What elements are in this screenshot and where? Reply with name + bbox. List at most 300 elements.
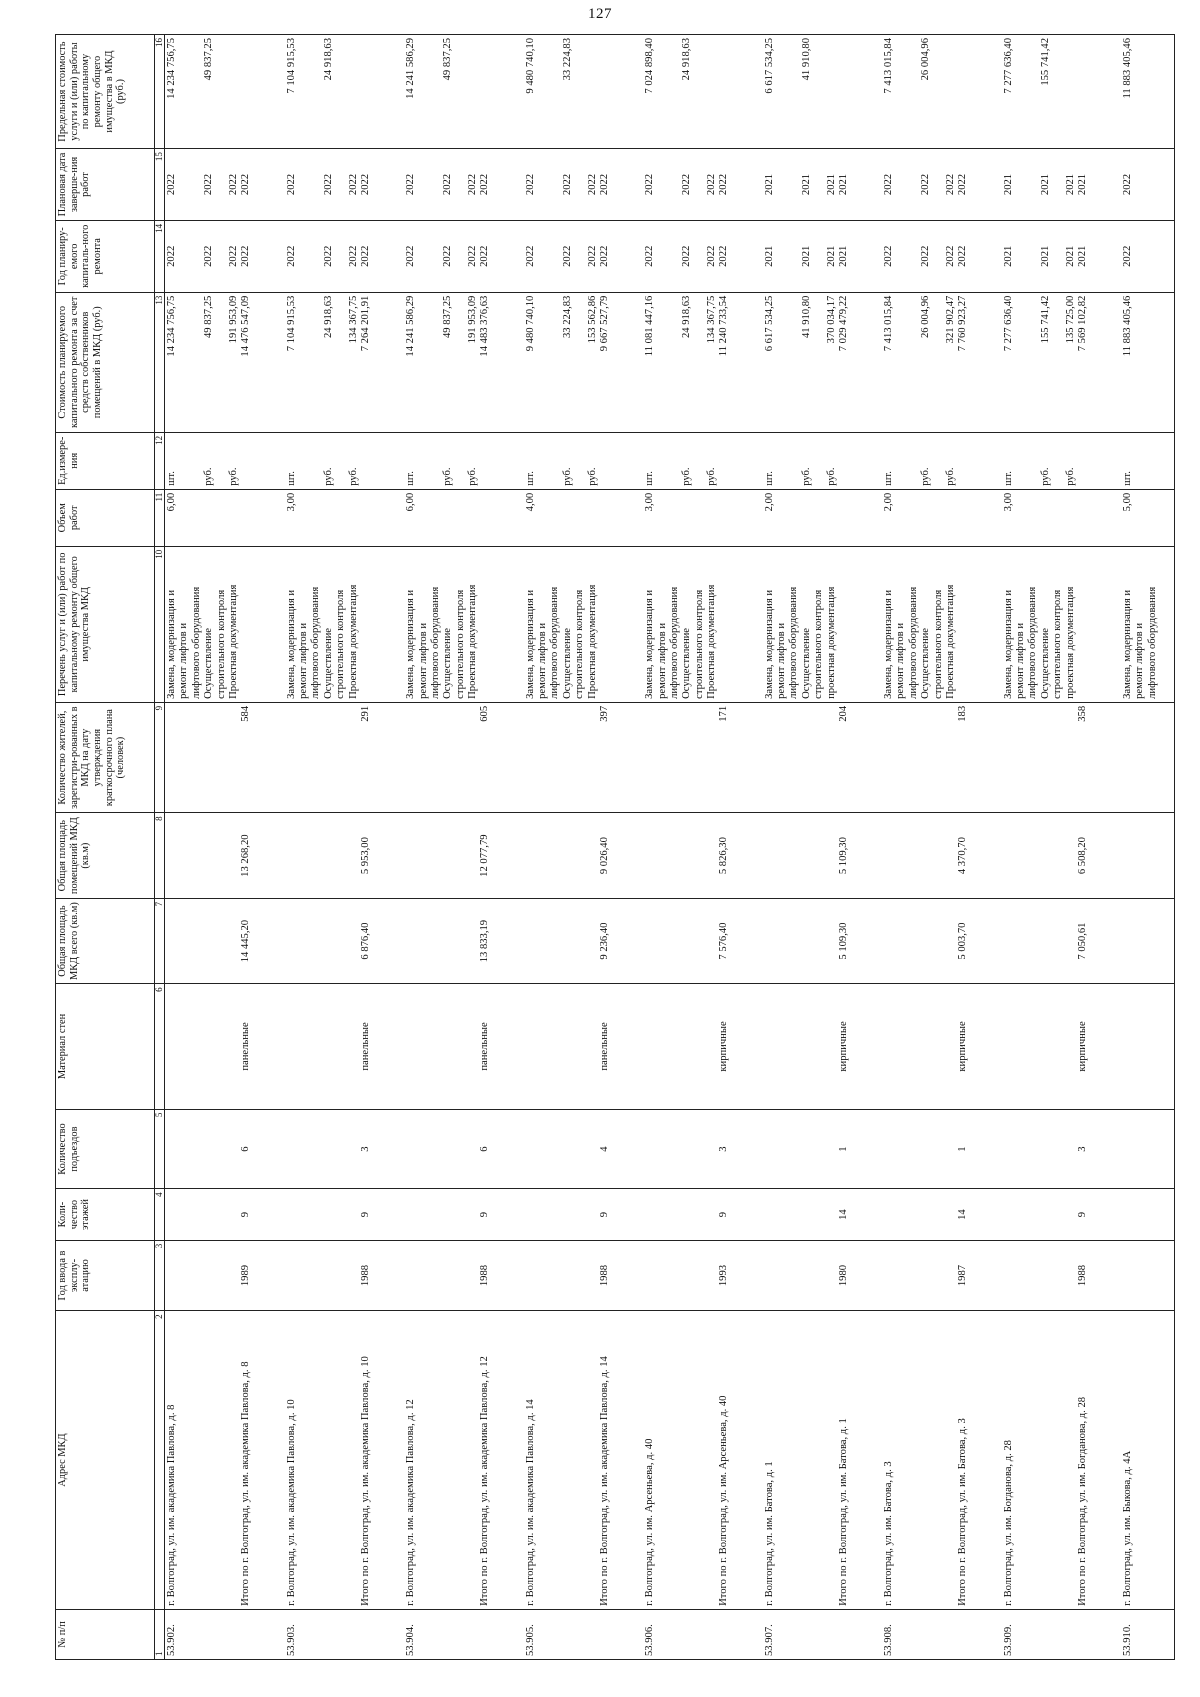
cell-works (1121, 546, 1174, 702)
cost: 14 234 756,75 (166, 295, 177, 357)
area-total: 9 236,40 (598, 922, 610, 960)
cell-floors (285, 1189, 404, 1240)
cell-limit-cost (882, 35, 1001, 149)
header-residents: Количество жителей, зарегистри-рованных в МКД на дату утверждения краткосрочного плана (человек) (56, 702, 155, 813)
header-entrances: Количество подъездов (56, 1109, 155, 1189)
cell-volume (882, 489, 1001, 546)
work-item: Осуществление (203, 628, 215, 699)
residents: 204 (837, 705, 849, 722)
header-completion-date: Плановая дата заверше-ния работ (56, 149, 155, 221)
cell-repair-year (882, 220, 1001, 292)
area-premises: 5 953,00 (360, 837, 371, 875)
residents: 183 (957, 705, 969, 722)
unit: руб. (945, 467, 957, 486)
limit-cost: 14 241 586,29 (405, 38, 417, 99)
completion-date-total: 2022 (479, 173, 491, 196)
cell-volume (165, 489, 285, 546)
table-body (165, 35, 1175, 1660)
cell-works (165, 546, 285, 702)
cost: 11 081 447,16 (644, 295, 656, 357)
unit: руб. (1064, 467, 1076, 486)
area-premises: 5 826,30 (718, 837, 730, 875)
work-item: строительного контроля (215, 589, 227, 699)
cell-volume (285, 489, 404, 546)
cell-unit (1121, 432, 1174, 489)
area-premises: 12 077,79 (479, 834, 491, 877)
completion-date: 2022 (945, 173, 957, 196)
total-label: Итого по г. Волгоград, ул. им. академика Павлова, д. 8 (240, 1361, 252, 1606)
completion-date: 2022 (166, 173, 177, 196)
cell-area-total (524, 898, 643, 983)
cell-cost (524, 292, 643, 432)
work-item: Осуществление (920, 628, 932, 699)
cell-walls (1002, 984, 1121, 1109)
cell-limit-cost (763, 35, 882, 149)
cell-limit-cost (165, 35, 285, 149)
cell-volume (643, 489, 762, 546)
cell-walls (643, 984, 762, 1109)
repair-year: 2021 (800, 245, 812, 267)
cell-year-built (1121, 1240, 1174, 1311)
walls: кирпичные (718, 1021, 730, 1072)
col-number: 7 (155, 898, 165, 983)
cell-floors (524, 1189, 643, 1240)
cell-walls (285, 984, 404, 1109)
completion-date: 2022 (920, 173, 932, 196)
cell-walls (404, 984, 523, 1109)
unit: шт. (405, 471, 417, 486)
row-number: 53.906. (644, 1624, 656, 1656)
area-premises: 5 109,30 (837, 837, 849, 875)
work-item: лифтового оборудования (1027, 586, 1039, 699)
unit: руб. (920, 467, 932, 486)
floors: 9 (479, 1211, 491, 1218)
limit-cost: 7 413 015,84 (883, 38, 895, 94)
repair-year: 2021 (1002, 245, 1014, 267)
cell-area-premises (524, 813, 643, 898)
cell-unit (524, 432, 643, 489)
table-row (763, 35, 882, 1660)
entrances: 6 (479, 1146, 491, 1152)
cell-area-total (882, 898, 1001, 983)
col-number: 1 (155, 1609, 165, 1659)
work-item: строительного контроля (813, 589, 825, 699)
cell-limit-cost (1002, 35, 1121, 149)
cell-number (763, 1609, 882, 1659)
cell-cost (643, 292, 762, 432)
cell-area-total (643, 898, 762, 983)
cost: 26 004,96 (920, 295, 932, 339)
cost: 321 902,47 (945, 295, 957, 344)
cell-volume (524, 489, 643, 546)
cell-completion-date (524, 149, 643, 221)
repair-year-total: 2022 (360, 245, 371, 267)
cell-limit-cost (524, 35, 643, 149)
cell-area-premises (882, 813, 1001, 898)
cell-cost (165, 292, 285, 432)
address: г. Волгоград, ул. им. Арсеньева, д. 40 (644, 1438, 656, 1606)
unit: руб. (825, 467, 837, 486)
cell-area-premises (285, 813, 404, 898)
area-premises: 4 370,70 (957, 837, 969, 875)
cost-total: 9 667 527,79 (598, 295, 610, 352)
limit-cost: 26 004,96 (920, 38, 932, 81)
repair-year: 2022 (405, 245, 417, 267)
area-total: 6 876,40 (360, 922, 371, 960)
limit-cost: 14 234 756,75 (166, 38, 177, 99)
cost-total: 11 240 733,54 (718, 295, 730, 357)
cell-number (1121, 1609, 1174, 1659)
cell-residents (882, 702, 1001, 813)
cell-number (1002, 1609, 1121, 1659)
cell-residents (1002, 702, 1121, 813)
volume: 2,00 (883, 492, 895, 512)
unit: шт. (1002, 471, 1014, 486)
unit: шт. (763, 471, 775, 486)
cell-year-built (1002, 1240, 1121, 1311)
walls: кирпичные (1076, 1021, 1088, 1072)
unit: руб. (227, 467, 239, 486)
address: г. Волгоград, ул. им. академика Павлова, д. 10 (285, 1399, 297, 1606)
cost: 6 617 534,25 (763, 295, 775, 352)
cell-entrances (524, 1109, 643, 1189)
cell-floors (882, 1189, 1001, 1240)
repair-year: 2022 (945, 245, 957, 267)
col-number: 13 (155, 292, 165, 432)
cell-address (165, 1311, 285, 1610)
cell-address (763, 1311, 882, 1610)
unit: шт. (883, 471, 895, 486)
volume: 5,00 (1122, 492, 1134, 512)
cost: 7 104 915,53 (285, 295, 297, 352)
year-built: 1987 (957, 1264, 969, 1287)
table-row (524, 35, 643, 1660)
cell-repair-year (285, 220, 404, 292)
cell-area-total (165, 898, 285, 983)
walls: панельные (598, 1022, 610, 1071)
work-item: Замена, модернизация и (1002, 589, 1014, 699)
year-built: 1988 (479, 1264, 491, 1287)
area-premises: 9 026,40 (598, 837, 610, 875)
work-item: Осуществление (1039, 628, 1051, 699)
work-item: Замена, модернизация и (1122, 589, 1134, 699)
area-premises (1122, 816, 1134, 894)
completion-date: 2022 (442, 173, 454, 196)
work-item: Замена, модернизация и (285, 589, 297, 699)
cost: 49 837,25 (203, 295, 215, 339)
header-address: Адрес МКД (56, 1311, 155, 1610)
header-walls: Материал стен (56, 984, 155, 1109)
year-built: 1988 (1076, 1264, 1088, 1287)
cell-year-built (882, 1240, 1001, 1311)
volume: 6,00 (405, 492, 417, 512)
work-item: Замена, модернизация и (166, 589, 177, 699)
completion-date: 2021 (763, 173, 775, 196)
cell-walls (1121, 984, 1174, 1109)
cell-entrances (285, 1109, 404, 1189)
work-item: строительного контроля (693, 589, 705, 699)
repair-year: 2022 (883, 245, 895, 267)
table-row (165, 35, 285, 1660)
cell-area-premises (763, 813, 882, 898)
cost: 41 910,80 (800, 295, 812, 339)
unit: руб. (442, 467, 454, 486)
col-number: 12 (155, 432, 165, 489)
cell-works (524, 546, 643, 702)
cell-unit (763, 432, 882, 489)
address: г. Волгоград, ул. им. Батова, д. 1 (763, 1461, 775, 1606)
residents: 605 (479, 705, 491, 722)
limit-cost: 7 024 898,40 (644, 38, 656, 94)
limit-cost: 24 918,63 (322, 38, 334, 81)
cell-number (524, 1609, 643, 1659)
entrances: 6 (240, 1146, 252, 1152)
repair-year: 2022 (524, 245, 536, 267)
work-item: Осуществление (322, 628, 334, 699)
repair-year: 2021 (1064, 245, 1076, 267)
cost-total: 7 029 479,22 (837, 295, 849, 352)
cell-floors (1002, 1189, 1121, 1240)
cell-number (165, 1609, 285, 1659)
cell-completion-date (763, 149, 882, 221)
volume: 2,00 (763, 492, 775, 512)
unit: руб. (561, 467, 573, 486)
year-built: 1993 (718, 1264, 730, 1287)
volume: 3,00 (285, 492, 297, 512)
cell-area-total (404, 898, 523, 983)
limit-cost: 49 837,25 (203, 38, 215, 81)
col-number: 16 (155, 35, 165, 149)
cell-floors (763, 1189, 882, 1240)
column-number-row (155, 35, 165, 1660)
cell-address (1121, 1311, 1174, 1610)
completion-date: 2022 (681, 173, 693, 196)
cost: 7 277 636,40 (1002, 295, 1014, 352)
cost: 191 953,09 (227, 295, 239, 344)
work-item: Замена, модернизация и (763, 589, 775, 699)
cell-residents (643, 702, 762, 813)
limit-cost: 49 837,25 (442, 38, 454, 81)
cell-entrances (1002, 1109, 1121, 1189)
cell-unit (285, 432, 404, 489)
walls: кирпичные (957, 1021, 969, 1072)
work-item: строительного контроля (932, 589, 944, 699)
work-item: ремонт лифтов и (895, 623, 907, 699)
unit: руб. (800, 467, 812, 486)
residents (1122, 706, 1134, 810)
col-number: 4 (155, 1189, 165, 1240)
repair-year-total: 2021 (1076, 245, 1088, 267)
cell-floors (165, 1189, 285, 1240)
header-units: Ед.измере-ния (56, 432, 155, 489)
unit: руб. (467, 467, 479, 486)
cell-area-total (1121, 898, 1174, 983)
header-area-premises: Общая площадь помещений МКД (кв.м) (56, 813, 155, 898)
repair-year: 2022 (442, 245, 454, 267)
cell-repair-year (643, 220, 762, 292)
table-row (882, 35, 1001, 1660)
table-row (285, 35, 404, 1660)
cell-works (1002, 546, 1121, 702)
cell-unit (643, 432, 762, 489)
header-works: Перечень услуг и (или) работ по капитальному ремонту общего имущества МКД (56, 546, 155, 702)
work-item: Замена, модернизация и (644, 589, 656, 699)
cost-total: 14 483 376,63 (479, 295, 491, 357)
work-item: Осуществление (442, 628, 454, 699)
floors: 9 (598, 1211, 610, 1218)
address: г. Волгоград, ул. им. академика Павлова, д. 12 (405, 1399, 417, 1606)
work-item: ремонт лифтов и (1134, 623, 1146, 699)
total-label: Итого по г. Волгоград, ул. им. Арсеньева, д. 40 (718, 1395, 730, 1606)
cell-unit (1002, 432, 1121, 489)
cell-address (1002, 1311, 1121, 1610)
col-number: 6 (155, 984, 165, 1109)
col-number: 11 (155, 489, 165, 546)
limit-cost: 155 741,42 (1039, 38, 1051, 86)
year-built: 1988 (360, 1264, 371, 1287)
repair-year: 2022 (467, 245, 479, 267)
repair-year: 2022 (1122, 245, 1134, 267)
completion-date: 2022 (322, 173, 334, 196)
cell-area-premises (165, 813, 285, 898)
work-item: Осуществление (561, 628, 573, 699)
work-item: проектная документация (1064, 586, 1076, 699)
cell-address (524, 1311, 643, 1610)
completion-date-total: 2022 (360, 173, 371, 196)
work-item: проектная документация (825, 586, 837, 699)
unit: руб. (347, 467, 359, 486)
total-label: Итого по г. Волгоград, ул. им. Богданова, д. 28 (1076, 1396, 1088, 1606)
cell-floors (404, 1189, 523, 1240)
col-number: 3 (155, 1240, 165, 1311)
cell-cost (404, 292, 523, 432)
area-total: 5 109,30 (837, 922, 849, 960)
work-item: ремонт лифтов и (298, 623, 310, 699)
volume: 6,00 (166, 492, 177, 512)
work-item: ремонт лифтов и (775, 623, 787, 699)
completion-date-total: 2022 (957, 173, 969, 196)
cell-residents (763, 702, 882, 813)
entrances: 3 (360, 1146, 371, 1152)
cell-area-total (763, 898, 882, 983)
cell-cost (1002, 292, 1121, 432)
repair-year-total: 2022 (479, 245, 491, 267)
cell-address (643, 1311, 762, 1610)
area-total: 14 445,20 (240, 919, 252, 963)
total-label: Итого по г. Волгоград, ул. им. академика Павлова, д. 10 (360, 1356, 371, 1606)
work-item: лифтового оборудования (429, 586, 441, 699)
cell-completion-date (643, 149, 762, 221)
unit: руб. (322, 467, 334, 486)
cell-cost (763, 292, 882, 432)
col-number: 8 (155, 813, 165, 898)
row-number: 53.909. (1002, 1624, 1014, 1656)
walls: кирпичные (837, 1021, 849, 1072)
completion-date-total: 2022 (598, 173, 610, 196)
cell-volume (763, 489, 882, 546)
cell-number (285, 1609, 404, 1659)
cost: 49 837,25 (442, 295, 454, 339)
cost: 135 725,00 (1064, 295, 1076, 344)
limit-cost: 24 918,63 (681, 38, 693, 81)
repair-year: 2022 (706, 245, 718, 267)
col-number: 9 (155, 702, 165, 813)
cell-completion-date (882, 149, 1001, 221)
cost-total: 14 476 547,09 (240, 295, 252, 357)
cell-cost (1121, 292, 1174, 432)
col-number: 2 (155, 1311, 165, 1610)
area-total: 7 050,61 (1076, 922, 1088, 960)
residents: 171 (718, 705, 730, 722)
cost-total: 7 264 201,91 (360, 295, 371, 352)
cost-total: 7 569 102,82 (1076, 295, 1088, 352)
area-total: 7 576,40 (718, 922, 730, 960)
work-item: строительного контроля (454, 589, 466, 699)
unit: руб. (203, 467, 215, 486)
cell-repair-year (763, 220, 882, 292)
year-built: 1980 (837, 1264, 849, 1287)
repair-year: 2022 (322, 245, 334, 267)
completion-date: 2022 (405, 173, 417, 196)
cell-area-premises (1002, 813, 1121, 898)
unit: руб. (586, 467, 598, 486)
repair-year: 2022 (347, 245, 359, 267)
work-item: строительного контроля (574, 589, 586, 699)
address: г. Волгоград, ул. им. Быкова, д. 4А (1122, 1450, 1134, 1606)
completion-date: 2021 (825, 173, 837, 196)
rotated-table-container (55, 34, 1175, 1660)
repair-year: 2022 (285, 245, 297, 267)
header-area-total: Общая площадь МКД всего (кв.м) (56, 898, 155, 983)
entrances: 3 (1076, 1146, 1088, 1152)
col-number: 5 (155, 1109, 165, 1189)
completion-date: 2021 (800, 173, 812, 196)
col-number: 15 (155, 149, 165, 221)
limit-cost: 33 224,83 (561, 38, 573, 81)
floors (1122, 1192, 1134, 1236)
cell-walls (165, 984, 285, 1109)
work-item: лифтового оборудования (310, 586, 322, 699)
work-item: Замена, модернизация и (405, 589, 417, 699)
cell-number (404, 1609, 523, 1659)
unit: шт. (644, 471, 656, 486)
completion-date: 2022 (883, 173, 895, 196)
residents: 291 (360, 705, 371, 722)
cell-address (285, 1311, 404, 1610)
total-label: Итого по г. Волгоград, ул. им. академика Павлова, д. 12 (479, 1356, 491, 1606)
cell-year-built (404, 1240, 523, 1311)
work-item: ремонт лифтов и (656, 623, 668, 699)
cell-area-premises (404, 813, 523, 898)
residents: 584 (240, 705, 252, 722)
cost: 33 224,83 (561, 295, 573, 339)
repair-year: 2022 (166, 245, 177, 267)
cell-area-premises (1121, 813, 1174, 898)
cell-address (882, 1311, 1001, 1610)
cell-year-built (643, 1240, 762, 1311)
work-item: Замена, модернизация и (883, 589, 895, 699)
work-item: ремонт лифтов и (1014, 623, 1026, 699)
header-row (56, 35, 155, 1660)
address: г. Волгоград, ул. им. академика Павлова, д. 14 (524, 1399, 536, 1606)
cell-walls (524, 984, 643, 1109)
cell-residents (524, 702, 643, 813)
cell-walls (882, 984, 1001, 1109)
header-limit-cost: Предельная стоимость услуги и (или) работы по капитальному ремонту общего имущества в МКД (руб.) (56, 35, 155, 149)
work-item: Осуществление (681, 628, 693, 699)
area-premises: 13 268,20 (240, 834, 252, 877)
repair-year-total: 2022 (598, 245, 610, 267)
